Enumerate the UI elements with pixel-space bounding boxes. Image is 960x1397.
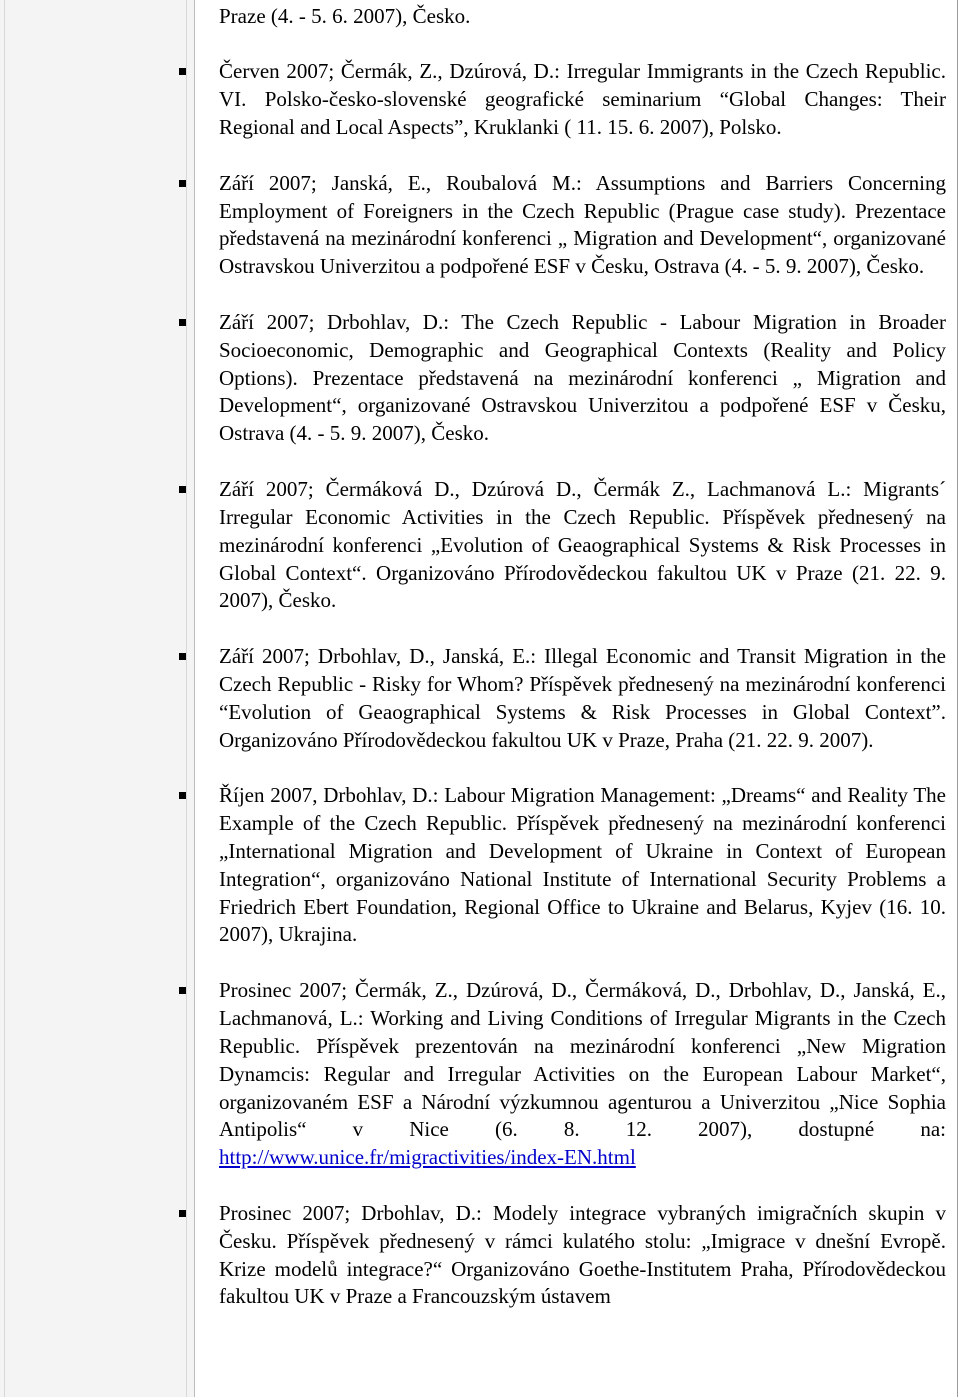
list-item [219,643,946,755]
entry-text: Září 2007; Čermáková D., Dzúrová D., Čermák Z., Lachmanová L.: Migrants´ Irregular Economic Activities in the Czech Republic. Příspěvek přednesený na mezinárodní konferenci „Evolution of Geaographical Systems & Risk Processes in Global Context“. Organizováno Přírodovědeckou fakultou UK v Praze (21. 22. 9. 2007), Česko. [219,476,946,613]
square-bullet-icon [179,792,186,799]
square-bullet-icon [179,319,186,326]
square-bullet-icon [179,653,186,660]
list-item [219,3,946,31]
entry-text: Praze (4. - 5. 6. 2007), Česko. [219,4,471,28]
list-item [219,309,946,449]
square-bullet-icon [179,486,186,493]
entry-text: Září 2007; Drbohlav, D.: The Czech Republic - Labour Migration in Broader Socioeconomic, Demographic and Geographical Contexts (Reality and Policy Options). Prezentace představená na mezinárodní konferenci „ Migration and Development“, organizované Ostravskou Univerzitou a podpořené ESF v Česku, Ostrava (4. - 5. 9. 2007), Česko. [219,309,946,446]
square-bullet-icon [179,68,186,75]
list-item [219,170,946,282]
list-item [219,782,946,949]
entry-text: Září 2007; Janská, E., Roubalová M.: Assumptions and Barriers Concerning Employment of Foreigners in the Czech Republic (Prague case study). Prezentace představená na mezinárodní konferenci „ Migration and Development“, organizované Ostravskou Univerzitou a podpořené ESF v Česku, Ostrava (4. - 5. 9. 2007), Česko. [219,170,946,279]
square-bullet-icon [179,1210,186,1217]
square-bullet-icon [179,180,186,187]
publication-list [219,3,946,1311]
left-column [0,0,195,1397]
list-item [219,1200,946,1312]
list-item [219,476,946,616]
entry-text: Červen 2007; Čermák, Z., Dzúrová, D.: Irregular Immigrants in the Czech Republic. VI. Polsko-česko-slovenské geografické seminarium “Global Changes: Their Regional and Local Aspects”, Kruklanki ( 11. 15. 6. 2007), Polsko. [219,59,946,140]
list-item [219,58,946,142]
left-column-inner [4,0,187,1397]
entry-link[interactable]: http://www.unice.fr/migractivities/index-EN.html [219,1145,636,1170]
entry-text: Prosinec 2007; Drbohlav, D.: Modely integrace vybraných imigračních skupin v Česku. Příspěvek přednesený v rámci kulatého stolu: „Imigrace v dnešní Evropě. Krize modelů integrace?“ Organizováno Goethe-Institutem Praha, Přírodovědeckou fakultou UK v Praze a Francouzským ústavem [219,1200,946,1309]
square-bullet-icon [179,987,186,994]
entry-text: Září 2007; Drbohlav, D., Janská, E.: Illegal Economic and Transit Migration in the Czech Republic - Risky for Whom? Příspěvek přednesený na mezinárodní konferenci “Evolution of Geaographical Systems & Risk Processes in Global Context”. Organizováno Přírodovědeckou fakultou UK v Praze, Praha (21. 22. 9. 2007). [219,643,946,752]
entry-text: Říjen 2007, Drbohlav, D.: Labour Migration Management: „Dreams“ and Reality The Example of the Czech Republic. Příspěvek přednesený na mezinárodní konferenci „International Migration and Development of Ukraine in Context of European Integration“, organizováno National Institute of International Security Problems a Friedrich Ebert Foundation, Regional Office to Ukraine and Belarus, Kyjev (16. 10. 2007), Ukrajina. [219,782,946,947]
list-item [219,977,946,1172]
entry-text: Prosinec 2007; Čermák, Z., Dzúrová, D., Čermáková, D., Drbohlav, D., Janská, E., Lachmanová, L.: Working and Living Conditions of Irregular Migrants in the Czech Republic. Příspěvek prezentován na mezinárodní konferenci „New Migration Dynamcis: Regular and Irregular Activities on the European Labour Market“, organizovaném ESF a Národní výzkumnou agenturou a Univerzitou „Nice Sophia Antipolis“ v Nice (6. 8. 12. 2007), dostupné na: [219,977,946,1142]
